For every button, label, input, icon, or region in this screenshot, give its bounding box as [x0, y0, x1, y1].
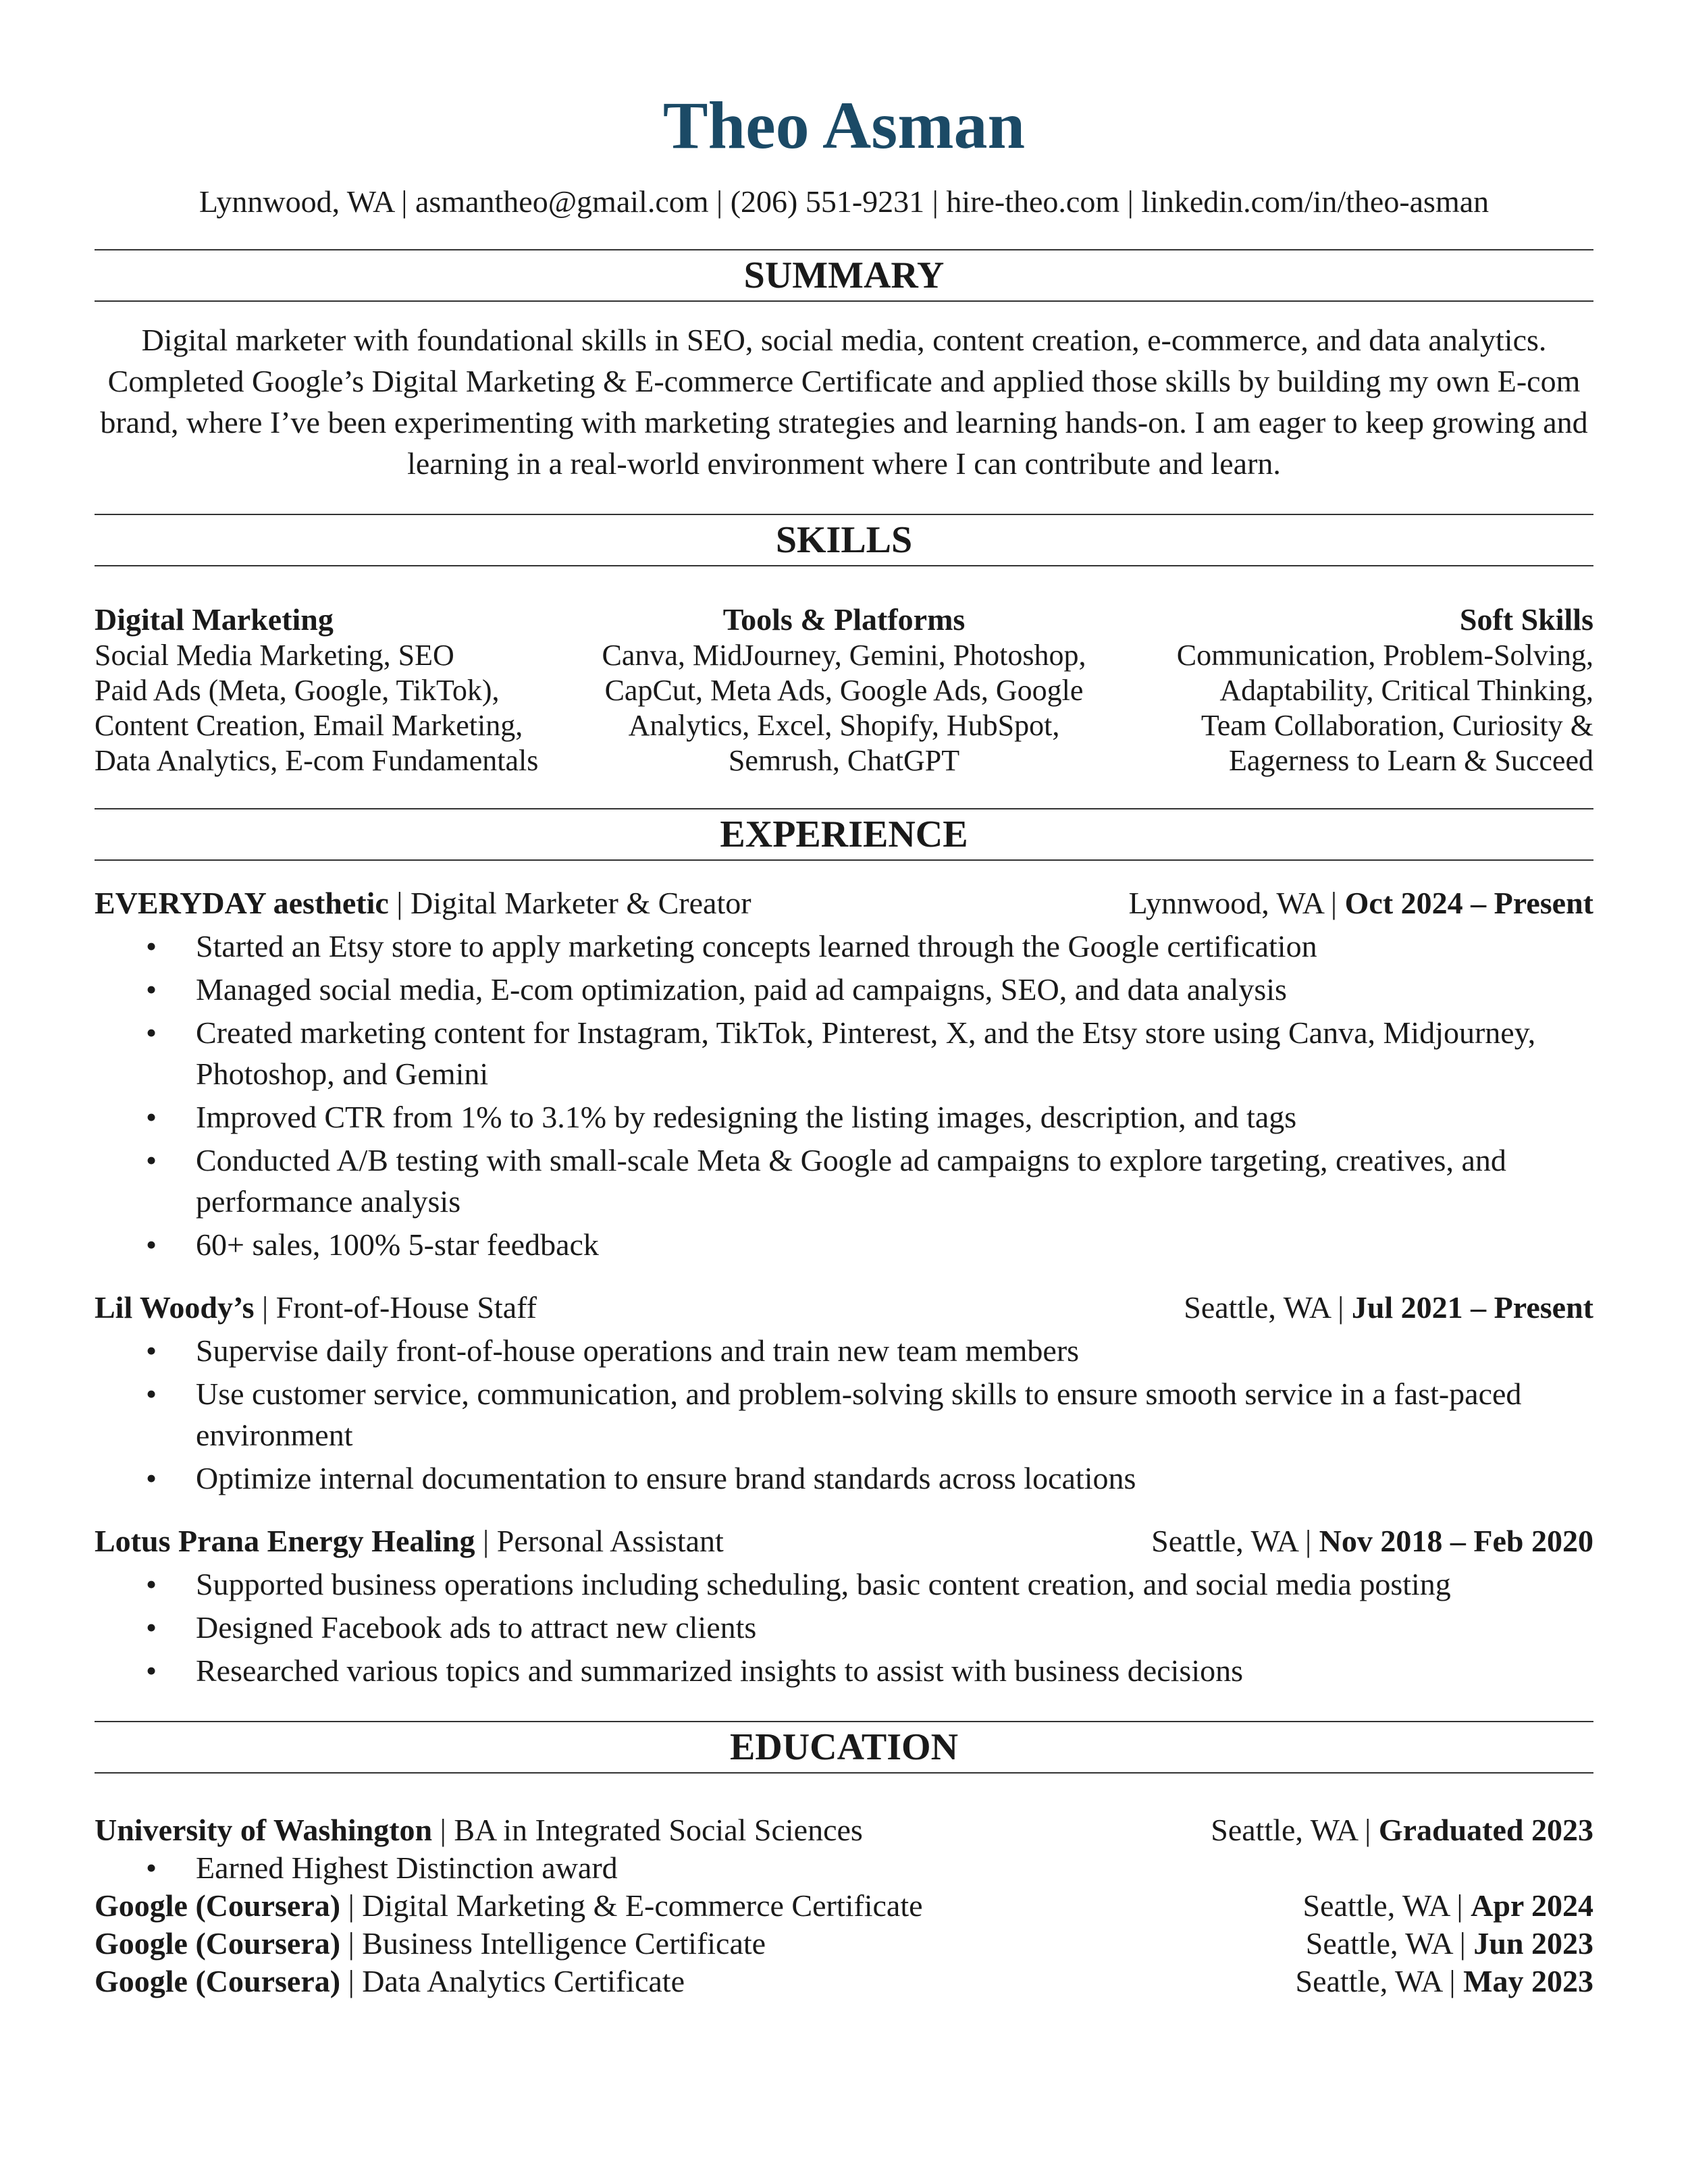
education-org: Google (Coursera) — [95, 1925, 341, 1961]
section-heading-education: EDUCATION — [95, 1721, 1593, 1774]
skill-line: Eagerness to Learn & Succeed — [1229, 743, 1593, 777]
candidate-name: Theo Asman — [662, 88, 1026, 163]
job-header — [95, 884, 1593, 923]
education-title-line — [95, 1963, 685, 2000]
education-location: Seattle, WA | — [1211, 1812, 1379, 1847]
skill-column-tools-platforms — [594, 602, 1094, 778]
skill-line: Adaptability, Critical Thinking, — [1219, 673, 1593, 707]
job-org: Lotus Prana Energy Healing — [95, 1523, 475, 1558]
job-meta — [1184, 1288, 1593, 1327]
skill-line: CapCut, Meta Ads, Google Ads, Google — [604, 673, 1084, 707]
skills-columns — [95, 602, 1593, 778]
job-header — [95, 1522, 1593, 1561]
job-entry-lil-woodys — [95, 1288, 1593, 1499]
job-location: Lynnwood, WA | — [1128, 885, 1345, 920]
job-dates: Oct 2024 – Present — [1344, 885, 1593, 920]
skill-column-title: Soft Skills — [1459, 602, 1593, 637]
education-location: Seattle, WA | — [1295, 1963, 1464, 1998]
experience-section — [95, 808, 1593, 1691]
job-bullets — [95, 1564, 1593, 1691]
education-detail: | BA in Integrated Social Sciences — [432, 1812, 863, 1847]
job-header — [95, 1288, 1593, 1327]
job-bullet: • Supervise daily front-of-house operations and train new team members — [196, 1330, 1593, 1371]
skills-section — [95, 514, 1593, 778]
skill-column-digital-marketing — [95, 602, 594, 778]
education-bullet: • Earned Highest Distinction award — [196, 1849, 1593, 1887]
job-role: | Personal Assistant — [475, 1523, 724, 1558]
education-meta — [1303, 1887, 1593, 1925]
job-bullet: • Conducted A/B testing with small-scale Meta & Google ad campaigns to explore targeting, creatives, and performance analysis — [196, 1140, 1593, 1222]
education-dates: Jun 2023 — [1473, 1925, 1593, 1961]
skill-line: Data Analytics, E-com Fundamentals — [95, 743, 539, 777]
job-title-line — [95, 884, 751, 923]
education-list — [95, 1811, 1593, 2000]
skill-line: Paid Ads (Meta, Google, TikTok), — [95, 673, 500, 707]
education-detail: | Digital Marketing & E-commerce Certificate — [340, 1888, 923, 1923]
education-org: Google (Coursera) — [95, 1963, 341, 1998]
section-heading-experience: EXPERIENCE — [95, 808, 1593, 861]
job-bullet: • Use customer service, communication, and problem-solving skills to ensure smooth service in a fast-paced environment — [196, 1373, 1593, 1456]
education-detail: | Business Intelligence Certificate — [340, 1925, 766, 1961]
skill-line: Communication, Problem-Solving, — [1176, 638, 1593, 672]
job-bullets — [95, 1330, 1593, 1499]
job-title-line — [95, 1522, 724, 1561]
skill-column-title: Tools & Platforms — [722, 602, 966, 637]
section-heading-summary: SUMMARY — [95, 249, 1593, 302]
education-title-line — [95, 1925, 766, 1963]
education-title-line — [95, 1887, 923, 1925]
job-bullet: • Created marketing content for Instagram, TikTok, Pinterest, X, and the Etsy store using Canva, Midjourney, Photoshop, and Gemini — [196, 1012, 1593, 1094]
job-title-line — [95, 1288, 537, 1327]
skill-line: Semrush, ChatGPT — [728, 743, 960, 777]
education-location: Seattle, WA | — [1305, 1925, 1474, 1961]
job-meta — [1128, 884, 1593, 923]
skill-column-soft-skills — [1094, 602, 1593, 778]
skill-column-title: Digital Marketing — [95, 602, 334, 637]
job-role: | Digital Marketer & Creator — [388, 885, 751, 920]
job-location: Seattle, WA | — [1151, 1523, 1319, 1558]
education-entry — [95, 1887, 1593, 1925]
job-role: | Front-of-House Staff — [254, 1289, 537, 1325]
skill-line: Social Media Marketing, SEO — [95, 638, 454, 672]
job-bullets — [95, 926, 1593, 1265]
skill-line: Team Collaboration, Curiosity & — [1201, 708, 1593, 742]
education-meta — [1211, 1811, 1593, 1849]
education-location: Seattle, WA | — [1302, 1888, 1471, 1923]
education-org: Google (Coursera) — [95, 1888, 341, 1923]
job-bullet: • Optimize internal documentation to ensure brand standards across locations — [196, 1458, 1593, 1499]
job-bullet: • Managed social media, E-com optimization, paid ad campaigns, SEO, and data analysis — [196, 969, 1593, 1010]
skill-line: Analytics, Excel, Shopify, HubSpot, — [628, 708, 1060, 742]
section-heading-skills: SKILLS — [95, 514, 1593, 566]
job-bullet: • 60+ sales, 100% 5-star feedback — [196, 1224, 1593, 1265]
job-bullet: • Started an Etsy store to apply marketing concepts learned through the Google certification — [196, 926, 1593, 967]
education-bullets — [95, 1849, 1593, 1887]
education-dates: Graduated 2023 — [1378, 1812, 1593, 1847]
education-meta — [1296, 1963, 1593, 2000]
skill-line: Content Creation, Email Marketing, — [95, 708, 523, 742]
job-org: EVERYDAY aesthetic — [95, 885, 389, 920]
education-detail: | Data Analytics Certificate — [340, 1963, 685, 1998]
job-bullet: • Researched various topics and summarized insights to assist with business decisions — [196, 1650, 1593, 1691]
summary-section — [95, 249, 1593, 484]
job-dates: Nov 2018 – Feb 2020 — [1319, 1523, 1593, 1558]
education-title-line — [95, 1811, 863, 1849]
education-dates: Apr 2024 — [1471, 1888, 1593, 1923]
skill-line: Canva, MidJourney, Gemini, Photoshop, — [602, 638, 1086, 672]
education-section — [95, 1721, 1593, 2000]
education-dates: May 2023 — [1463, 1963, 1593, 1998]
job-org: Lil Woody’s — [95, 1289, 255, 1325]
education-meta — [1306, 1925, 1593, 1963]
job-bullet: • Supported business operations including scheduling, basic content creation, and social media posting — [196, 1564, 1593, 1605]
job-bullet: • Improved CTR from 1% to 3.1% by redesigning the listing images, description, and tags — [196, 1096, 1593, 1138]
job-dates: Jul 2021 – Present — [1351, 1289, 1593, 1325]
job-meta — [1151, 1522, 1593, 1561]
education-entry — [95, 1963, 1593, 2000]
job-entry-everyday-aesthetic — [95, 884, 1593, 1265]
job-location: Seattle, WA | — [1184, 1289, 1352, 1325]
resume-header — [95, 0, 1593, 219]
education-entry — [95, 1925, 1593, 1963]
education-entry — [95, 1811, 1593, 1849]
contact-line: Lynnwood, WA | asmantheo@gmail.com | (206) 551-9231 | hire-theo.com | linkedin.com/in/theo-asman — [199, 184, 1489, 219]
job-bullet: • Designed Facebook ads to attract new clients — [196, 1607, 1593, 1648]
job-entry-lotus-prana — [95, 1522, 1593, 1691]
education-org: University of Washington — [95, 1812, 433, 1847]
summary-text: Digital marketer with foundational skills in SEO, social media, content creation, e-commerce, and data analytics. Completed Google’s Digital Marketing & E-commerce Certificate and applied those skills by building my own E-com brand, where I’ve been experimenting with marketing strategies and learning hands-on. I am eager to keep growing and learning in a real-world environment where I can contribute and learn. — [100, 322, 1588, 481]
